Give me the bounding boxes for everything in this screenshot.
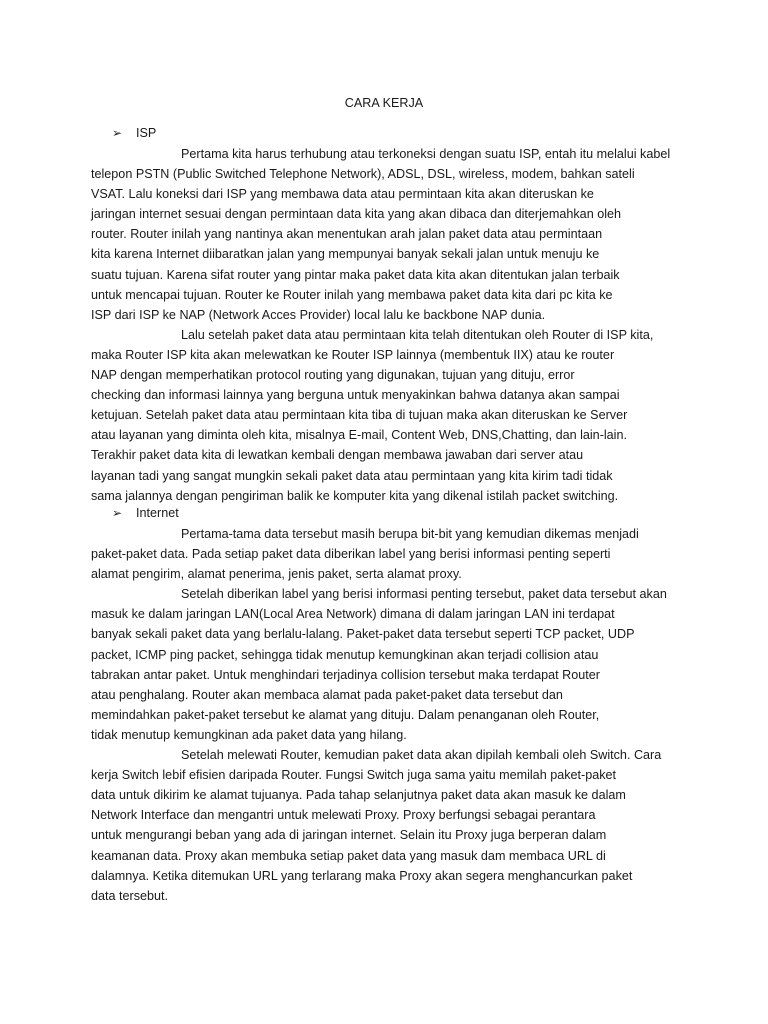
paragraph [91, 325, 676, 506]
text-line: memindahkan paket-paket tersebut ke alamat yang dituju. Dalam penanganan oleh Router, [91, 707, 600, 722]
text-line: data untuk dikirim ke alamat tujuanya. Pada tahap selanjutnya paket data akan masuk ke dalam [91, 788, 626, 803]
text-line: dalamnya. Ketika ditemukan URL yang terlarang maka Proxy akan segera menghancurkan paket [91, 868, 633, 883]
text-line: paket-paket data. Pada setiap paket data diberikan label yang berisi informasi penting seperti [91, 547, 611, 562]
paragraph [91, 144, 676, 325]
section-heading-label: ISP [136, 126, 157, 140]
text-line: tabrakan antar paket. Untuk menghindari terjadinya collision tersebut maka terdapat Router [91, 667, 600, 682]
text-line: Terakhir paket data kita di lewatkan kembali dengan membawa jawaban dari server atau [91, 448, 584, 463]
text-line: suatu tujuan. Karena sifat router yang pintar maka paket data kita akan ditentukan jalan terbaik [91, 267, 620, 282]
text-line: banyak sekali paket data yang berlalu-lalang. Paket-paket data tersebut seperti TCP packet, UDP [91, 627, 635, 642]
text-line: layanan tadi yang sangat mungkin sekali paket data atau permintaan yang kita kirim tadi tidak [91, 468, 613, 483]
text-line: kerja Switch lebif efisien daripada Router. Fungsi Switch juga sama yaitu memilah paket-paket [91, 768, 617, 783]
section-body-isp [91, 144, 676, 506]
text-line: ketujuan. Setelah paket data atau permintaan kita tiba di tujuan maka akan diteruskan ke Server [91, 408, 628, 423]
text-line: sama jalannya dengan pengiriman balik ke komputer kita yang dikenal istilah packet switching. [91, 488, 619, 503]
text-line: tidak menutup kemungkinan ada paket data yang hilang. [91, 727, 407, 742]
text-line: atau layanan yang diminta oleh kita, misalnya E-mail, Content Web, DNS,Chatting, dan lain-lain. [91, 428, 627, 443]
text-line: Pertama kita harus terhubung atau terkoneksi dengan suatu ISP, entah itu melalui kabel [181, 147, 671, 161]
arrow-bullet-icon: ➢ [112, 506, 123, 520]
paragraph [91, 524, 676, 584]
paragraph [91, 584, 676, 745]
text-line: Setelah melewati Router, kemudian paket data akan dipilah kembali oleh Switch. Cara [181, 748, 662, 763]
text-line: Pertama-tama data tersebut masih berupa bit-bit yang kemudian dikemas menjadi [181, 527, 639, 541]
text-line: router. Router inilah yang nantinya akan menentukan arah jalan paket data atau permintaan [91, 227, 603, 242]
text-line: Setelah diberikan label yang berisi informasi penting tersebut, paket data tersebut akan [181, 587, 667, 602]
text-line: Network Interface dan mengantri untuk melewati Proxy. Proxy berfungsi sebagai perantara [91, 808, 596, 823]
page-title: CARA KERJA [344, 96, 424, 110]
text-line: VSAT. Lalu koneksi dari ISP yang membawa data atau permintaan kita akan diteruskan ke [91, 187, 594, 202]
text-line: packet, ICMP ping packet, sehingga tidak menutup kemungkinan akan terjadi collision atau [91, 647, 599, 662]
text-line: atau penghalang. Router akan membaca alamat pada paket-paket data tersebut dan [91, 687, 563, 702]
text-line: telepon PSTN (Public Switched Telephone Network), ADSL, DSL, wireless, modem, bahkan sateli [91, 167, 635, 182]
section-heading-isp [112, 126, 156, 140]
text-line: maka Router ISP kita akan melewatkan ke Router ISP lainnya (membentuk IIX) atau ke router [91, 347, 615, 362]
arrow-bullet-icon: ➢ [112, 126, 123, 140]
section-body-internet [91, 524, 676, 906]
text-line: keamanan data. Proxy akan membuka setiap paket data yang masuk dam membaca URL di [91, 848, 606, 863]
text-line: NAP dengan memperhatikan protocol routing yang digunakan, tujuan yang dituju, error [91, 368, 575, 383]
text-line: untuk mengurangi beban yang ada di jaringan internet. Selain itu Proxy juga berperan dalam [91, 828, 607, 843]
text-line: alamat pengirim, alamat penerima, jenis paket, serta alamat proxy. [91, 567, 462, 582]
text-line: kita karena Internet diibaratkan jalan yang mempunyai banyak sekali jalan untuk menuju ke [91, 247, 600, 262]
section-heading-label: Internet [136, 506, 179, 520]
text-line: Lalu setelah paket data atau permintaan kita telah ditentukan oleh Router di ISP kita, [181, 327, 654, 342]
text-line: ISP dari ISP ke NAP (Network Acces Provider) local lalu ke backbone NAP dunia. [91, 307, 546, 322]
text-line: masuk ke dalam jaringan LAN(Local Area Network) dimana di dalam jaringan LAN ini terdapat [91, 607, 615, 622]
text-line: checking dan informasi lainnya yang berguna untuk menyakinkan bahwa datanya akan sampai [91, 388, 620, 403]
text-line: data tersebut. [91, 888, 169, 903]
text-line: untuk mencapai tujuan. Router ke Router inilah yang membawa paket data kita dari pc kita ke [91, 287, 613, 302]
section-heading-internet [112, 506, 179, 520]
paragraph [91, 745, 676, 906]
text-line: jaringan internet sesuai dengan permintaan data kita yang akan dibaca dan diterjemahkan oleh [91, 207, 622, 222]
